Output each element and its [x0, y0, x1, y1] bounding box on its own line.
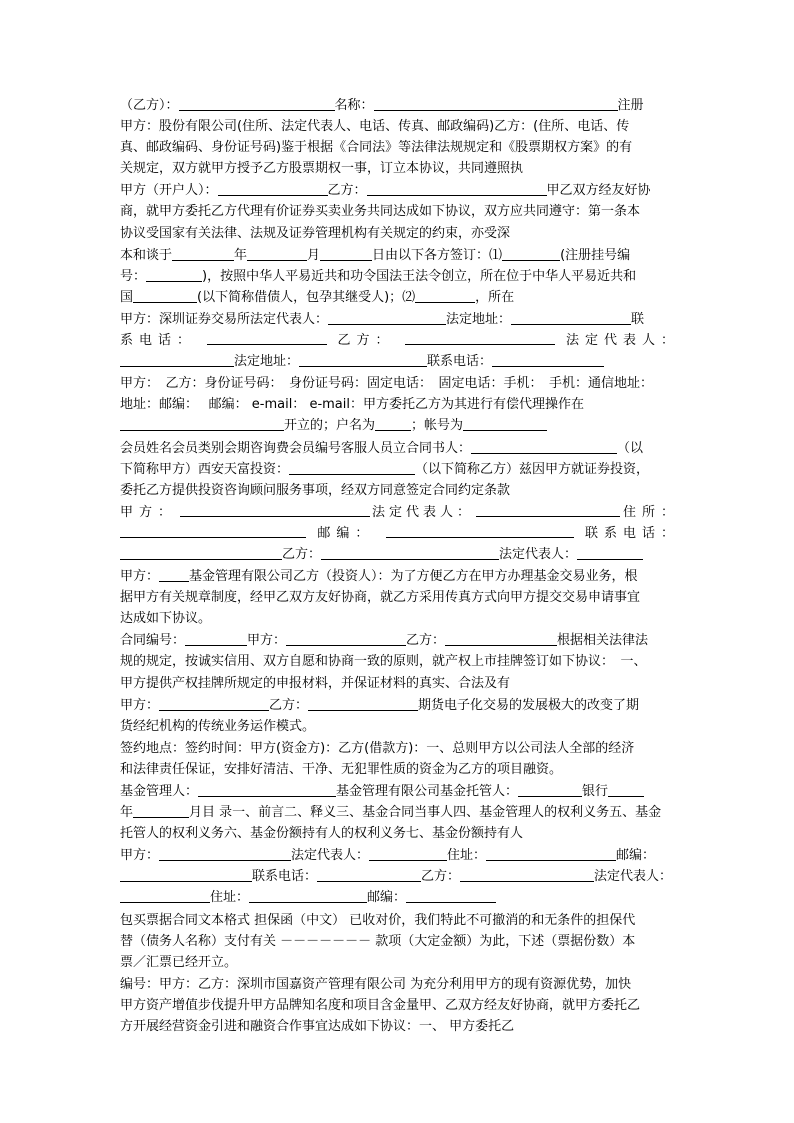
text: 下简称甲方）西安天富投资： — [120, 461, 290, 477]
blank-line — [367, 181, 547, 196]
paragraph-11 — [120, 738, 680, 780]
blank-line — [460, 867, 594, 882]
text: 合同编号： — [120, 633, 186, 649]
text: 年 — [120, 805, 134, 821]
text-line — [120, 415, 680, 436]
text: 甲方：深圳证券交易所法定代表人： — [120, 311, 329, 327]
blank-line — [179, 96, 335, 111]
blank-line — [146, 267, 202, 282]
text: 法定代表人： — [499, 546, 578, 562]
blank-line — [374, 96, 618, 111]
text: ；帐号为 — [411, 418, 464, 434]
text: 甲方： — [120, 848, 160, 864]
text: 商，就甲方委托乙方代理有价证券买卖业务共同达成如下协议，双方应共同遵守：第一条本 — [120, 204, 641, 220]
blank-line — [471, 439, 617, 454]
text: 乙方： — [337, 333, 395, 349]
text: 签约地点：签约时间：甲方(资金方)：乙方(借款方)：一、总则甲方以公司法人全部的经济 — [120, 740, 635, 756]
paragraph-10 — [120, 695, 680, 737]
text: 联系电话： — [427, 354, 493, 370]
text-line — [120, 373, 680, 394]
text-line — [120, 245, 680, 266]
paragraph-13 — [120, 845, 680, 908]
text: 住所： — [622, 504, 680, 520]
text: 本和谈于 — [120, 247, 173, 263]
paragraph-9 — [120, 630, 680, 693]
text: 协议受国家有关法律、法规及证券管理机构有关规定的约束，亦受深 — [120, 225, 511, 241]
paragraph-5 — [120, 373, 680, 436]
text: 委托乙方提供投资咨询顾问服务事项，经双方同意签定合同约定条款 — [120, 482, 511, 498]
text: 甲方： — [120, 569, 160, 585]
blank-line — [133, 803, 189, 818]
text-line — [120, 630, 680, 651]
text-line — [120, 438, 680, 459]
text-line — [120, 866, 680, 887]
text-line — [120, 523, 680, 544]
text-line — [120, 201, 680, 222]
blank-line — [120, 416, 284, 431]
text: 基金管理人： — [120, 784, 199, 799]
blank-line — [445, 631, 557, 646]
text: 甲方： — [120, 504, 178, 520]
blank-line — [218, 181, 328, 196]
text: 甲方资产增值步伐提升甲方品牌知名度和项目含金量甲、乙双方经友好协商，就甲方委托乙 — [120, 997, 641, 1013]
blank-line — [159, 696, 269, 711]
blank-line — [511, 310, 631, 325]
text: (以下简称借债人，包孕其继受人)；⑵ — [197, 289, 416, 305]
blank-line — [120, 352, 234, 367]
text-line — [120, 137, 680, 158]
blank-line — [120, 888, 210, 903]
blank-line — [577, 545, 643, 560]
blank-line — [289, 460, 415, 475]
text: 期货电子化交易的发展极大的改变了期 — [418, 697, 640, 713]
paragraph-14 — [120, 910, 680, 973]
blank-line — [386, 523, 574, 538]
blank-line — [369, 846, 447, 861]
blank-line — [492, 352, 604, 367]
blank-line — [405, 330, 555, 345]
text-line — [120, 845, 680, 866]
text: 月目 录一、前言二、释义三、基金合同当事人四、基金管理人的权利义务五、基金 — [189, 805, 662, 821]
text: )，按照中华人平易近共和功令国法王法令创立，所在位于中华人平易近共和 — [202, 268, 637, 284]
text: 甲方：股份有限公司(住所、法定代表人、电话、传真、邮政编码)乙方：(住所、电话、传 — [120, 119, 630, 135]
text-line — [120, 651, 680, 672]
blank-line — [317, 867, 421, 882]
text: 系电话： — [120, 333, 197, 349]
text-line — [120, 394, 680, 415]
text-line — [120, 459, 680, 480]
blank-line — [159, 567, 189, 582]
text: 甲方： — [247, 633, 287, 649]
text: 邮编： — [367, 890, 407, 906]
text: 法定地址： — [234, 354, 300, 370]
blank-line — [286, 631, 406, 646]
text: ，所在 — [475, 289, 515, 305]
paragraph-12 — [120, 781, 680, 844]
text-line — [120, 158, 680, 179]
text: 基金管理有限公司乙方（投资人）：为了方便乙方在甲方办理基金交易业务，根 — [189, 569, 638, 585]
blank-line — [486, 846, 616, 861]
blank-line — [518, 782, 582, 797]
text: 会员姓名会员类别会期咨询费会员编号客服人员立合同书人： — [120, 440, 472, 456]
text-line — [120, 673, 680, 694]
blank-line — [320, 246, 372, 261]
paragraph-1 — [120, 95, 680, 179]
paragraph-6 — [120, 438, 680, 501]
paragraph-3 — [120, 245, 680, 308]
blank-line — [120, 867, 252, 882]
text: 乙方： — [282, 546, 322, 562]
text-line — [120, 587, 680, 608]
text: 乙方： — [327, 183, 367, 199]
text: 乙方： — [406, 633, 446, 649]
text-line — [120, 544, 680, 565]
text: 日由以下各方签订：⑴ — [372, 247, 503, 263]
text-line — [120, 223, 680, 244]
text: 乙方： — [421, 869, 461, 885]
blank-line — [502, 246, 560, 261]
blank-line — [185, 631, 247, 646]
blank-line — [476, 502, 620, 517]
text: 银行 — [582, 784, 609, 799]
text: (注册挂号编 — [560, 247, 631, 263]
text-line — [120, 887, 680, 908]
text-line — [120, 910, 680, 931]
text: 地址：邮编： 邮编： e-mail： e-mail：甲方委托乙方为其进行有偿代理操作在 — [120, 397, 584, 413]
paragraph-7 — [120, 502, 680, 565]
blank-line — [249, 888, 367, 903]
text-line — [120, 266, 680, 287]
text: 托管人的权利义务六、基金份额持有人的权利义务七、基金份额持有人 — [120, 826, 524, 842]
blank-line — [120, 545, 282, 560]
text: 据甲方有关规章制度，经甲乙双方友好协商，就乙方采用传真方式向甲方提交交易申请事宜 — [120, 590, 641, 606]
text: 法定代表人： — [371, 504, 474, 520]
text: 国 — [120, 289, 134, 305]
text: 关规定，双方就甲方授予乙方股票期权一事，订立本协议，共同遵照执 — [120, 161, 524, 177]
text-line — [120, 116, 680, 137]
text: 甲方： — [120, 697, 160, 713]
text-line — [120, 608, 680, 629]
text: 货经纪机构的传统业务运作模式。 — [120, 718, 316, 734]
text: 年 — [234, 247, 248, 263]
text: 住址： — [447, 848, 487, 864]
text-line — [120, 309, 680, 330]
text: （以下简称乙方）兹因甲方就证券投资， — [415, 461, 650, 477]
text-line — [120, 823, 680, 844]
blank-line — [463, 416, 547, 431]
blank-line — [180, 502, 370, 517]
blank-line — [415, 288, 475, 303]
text: 和法律责任保证，安排好清洁、干净、无犯罪性质的资金为乙方的项目融资。 — [120, 761, 563, 777]
text: 法定代表人： — [291, 848, 370, 864]
blank-line — [308, 696, 418, 711]
text-line — [120, 931, 680, 952]
text: 号： — [120, 268, 147, 284]
text-line — [120, 995, 680, 1016]
blank-line — [172, 246, 234, 261]
text-line — [120, 180, 680, 201]
text: 规的规定，按诚实信用、双方自愿和协商一致的原则，就产权上市挂牌签订如下协议： 一、 — [120, 654, 647, 670]
text: 住址： — [210, 890, 250, 906]
document-page — [120, 94, 680, 1037]
text-line — [120, 738, 680, 759]
text: 开立的；户名为 — [284, 418, 376, 434]
text-line — [120, 759, 680, 780]
blank-line — [133, 288, 197, 303]
text-line — [120, 1016, 680, 1037]
text-line — [120, 566, 680, 587]
text-line — [120, 716, 680, 737]
text: 名称： — [334, 98, 374, 113]
paragraph-2 — [120, 180, 680, 243]
text: 联系电话： — [584, 525, 680, 541]
text: 方开展经营资金引进和融资合作事宜达成如下协议：一、 甲方委托乙 — [120, 1019, 515, 1035]
text: 联系电话： — [252, 869, 318, 885]
text-line — [120, 480, 680, 501]
blank-line — [159, 846, 291, 861]
blank-line — [375, 416, 411, 431]
text-line — [120, 351, 680, 372]
text: （以 — [617, 440, 644, 456]
text-line — [120, 502, 680, 523]
text-line — [120, 952, 680, 973]
text-line — [120, 95, 680, 116]
paragraph-4 — [120, 309, 680, 372]
text: 真、邮政编码、身份证号码)鉴于根据《合同法》等法律法规规定和《股票期权方案》的有 — [120, 140, 633, 156]
text: 达成如下协议。 — [120, 611, 212, 627]
blank-line — [328, 310, 446, 325]
blank-line — [608, 782, 644, 797]
text: 邮编： — [616, 848, 656, 864]
text: 邮编： — [317, 525, 375, 541]
text: 甲乙双方经友好协 — [546, 183, 651, 199]
text: 法定代表人： — [565, 333, 680, 349]
blank-line — [299, 352, 427, 367]
text: 乙方： — [269, 697, 309, 713]
text: 法定代表人： — [594, 869, 673, 885]
text-line — [120, 695, 680, 716]
text: 票／汇票已经开立。 — [120, 954, 238, 970]
blank-line — [198, 782, 336, 797]
text: （乙方）： — [120, 98, 179, 113]
text: 替（债务人名称）支付有关 －－－－－－－ 款项（大定金额）为此，下述（票据份数）本 — [120, 933, 636, 949]
paragraph-15 — [120, 974, 680, 1037]
blank-line — [120, 523, 306, 538]
text: 联 — [631, 311, 645, 327]
text: 编号：甲方：乙方：深圳市国嘉资产管理有限公司 为充分利用甲方的现有资源优势，加快 — [120, 976, 632, 992]
text: 甲方提供产权挂牌所规定的申报材料，并保证材料的真实、合法及有 — [120, 675, 511, 691]
blank-line — [321, 545, 499, 560]
paragraph-8 — [120, 566, 680, 629]
text-line — [120, 287, 680, 308]
text: 注册 — [617, 98, 644, 113]
text: 月 — [307, 247, 321, 263]
blank-line — [207, 330, 327, 345]
text: 基金管理有限公司基金托管人： — [336, 784, 519, 799]
text: 甲方： 乙方：身份证号码： 身份证号码：固定电话： 固定电话：手机： 手机：通信地址： — [120, 376, 654, 392]
text-line — [120, 781, 680, 802]
text: 根据相关法律法 — [557, 633, 649, 649]
text-line — [120, 330, 680, 351]
text-line — [120, 802, 680, 823]
text: 甲方（开户人）： — [120, 183, 218, 199]
text: 法定地址： — [446, 311, 512, 327]
text: 包买票据合同文本格式 担保函（中文） 已收对价，我们特此不可撤消的和无条件的担保代 — [120, 912, 636, 928]
text-line — [120, 974, 680, 995]
blank-line — [406, 888, 496, 903]
blank-line — [247, 246, 307, 261]
